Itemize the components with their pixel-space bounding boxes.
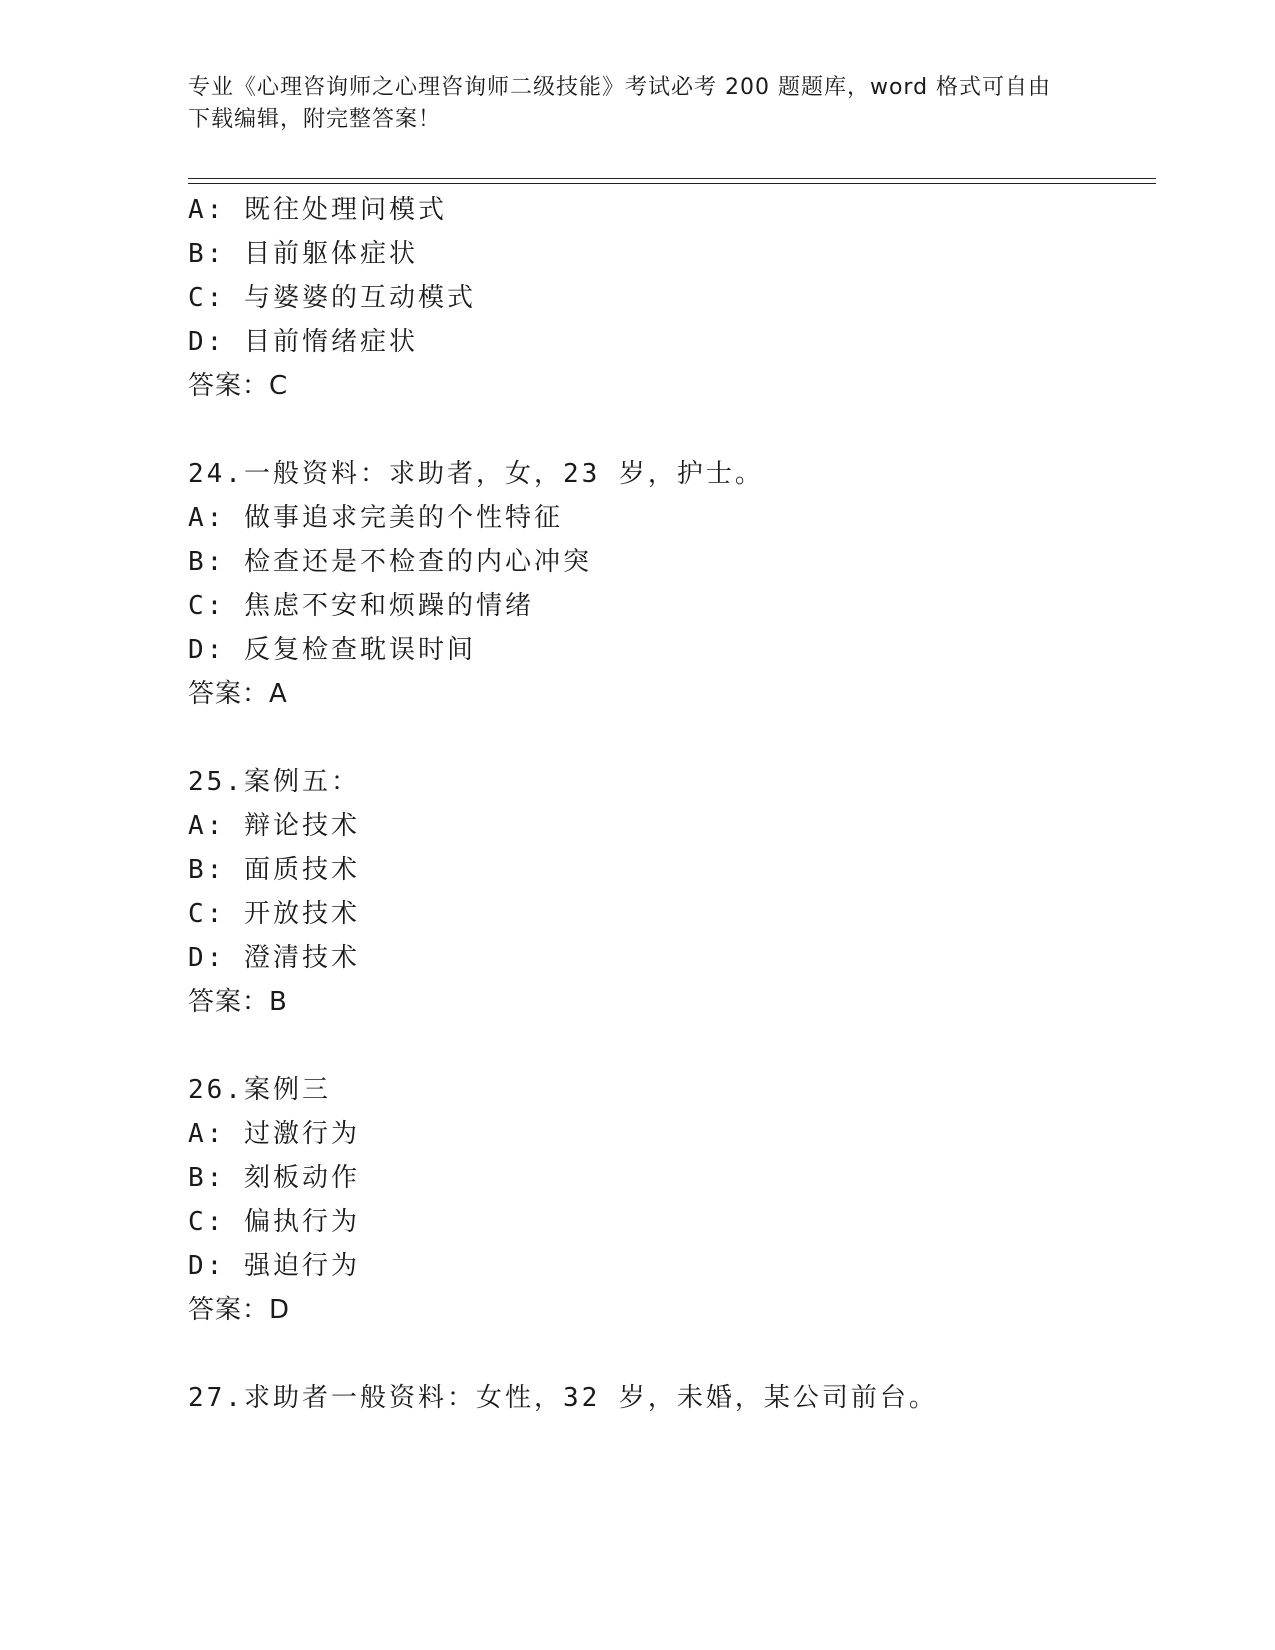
q23-answer: 答案：C	[188, 371, 289, 401]
q26-answer: 答案：D	[188, 1295, 291, 1325]
q23-option-a: A: 既往处理问模式	[188, 195, 447, 225]
document-header: 专业《心理咨询师之心理咨询师二级技能》考试必考 200 题题库，word 格式可自由下载编辑，附完整答案！	[188, 75, 1052, 132]
q23-option-d: D: 目前惰绪症状	[188, 327, 418, 357]
q25-option-b: B: 面质技术	[188, 855, 360, 885]
q24-option-b: B: 检查还是不检查的内心冲突	[188, 547, 592, 577]
q24-stem: 24.一般资料：求助者，女，23 岁，护士。	[188, 459, 764, 489]
q23-option-b: B: 目前躯体症状	[188, 239, 418, 269]
q24-option-c: C: 焦虑不安和烦躁的情绪	[188, 591, 534, 621]
q26-option-b: B: 刻板动作	[188, 1163, 360, 1193]
q27-stem: 27.求助者一般资料：女性，32 岁，未婚，某公司前台。	[188, 1383, 938, 1413]
header-divider-bottom	[188, 183, 1156, 184]
q25-stem: 25.案例五：	[188, 767, 360, 797]
q26-option-d: D: 强迫行为	[188, 1251, 360, 1281]
q24-option-a: A: 做事追求完美的个性特征	[188, 503, 563, 533]
q25-option-a: A: 辩论技术	[188, 811, 360, 841]
q26-option-c: C: 偏执行为	[188, 1207, 360, 1237]
q24-answer: 答案：A	[188, 679, 288, 709]
q25-answer: 答案：B	[188, 987, 288, 1017]
q23-option-c: C: 与婆婆的互动模式	[188, 283, 476, 313]
header-divider-top	[188, 178, 1156, 179]
q24-option-d: D: 反复检查耽误时间	[188, 635, 476, 665]
q26-option-a: A: 过激行为	[188, 1119, 360, 1149]
q25-option-c: C: 开放技术	[188, 899, 360, 929]
q26-stem: 26.案例三	[188, 1075, 331, 1105]
q25-option-d: D: 澄清技术	[188, 943, 360, 973]
